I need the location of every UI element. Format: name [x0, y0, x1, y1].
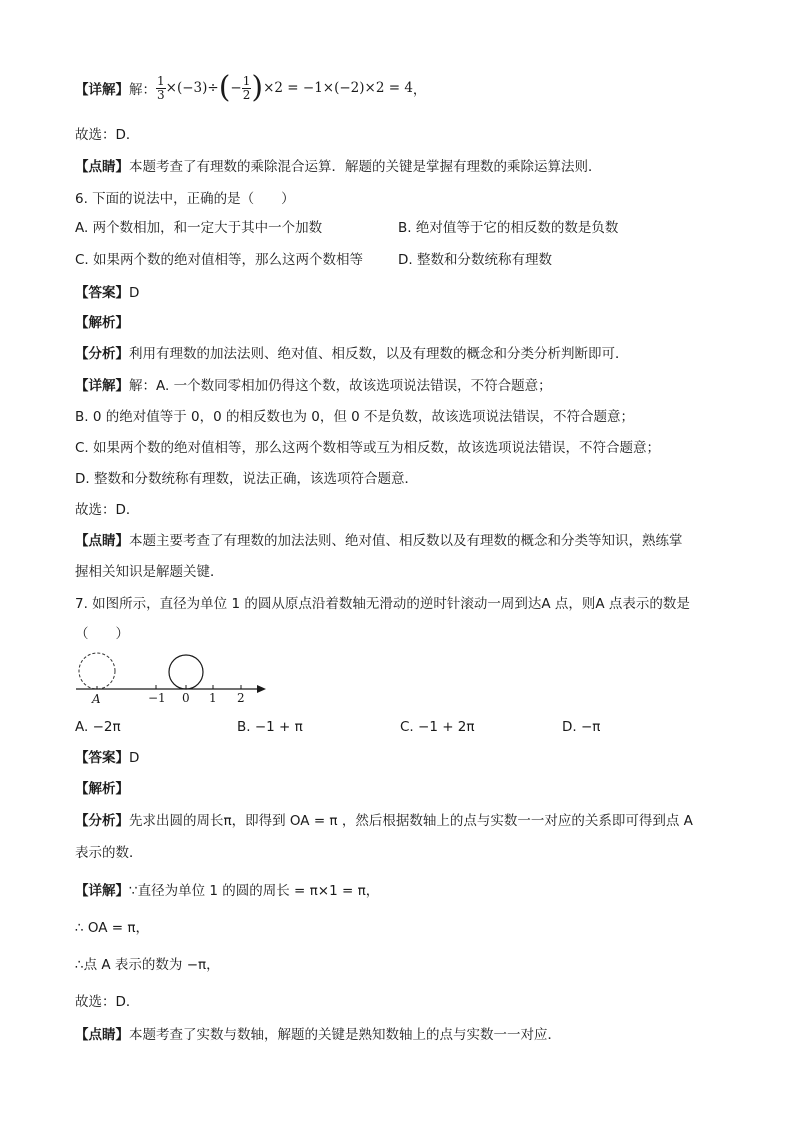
- q7-comment-text: 本题考查了实数与数轴，解题的关键是熟知数轴上的点与实数一一对应．: [129, 1027, 561, 1043]
- q6-choose: 故选：D．: [75, 502, 140, 518]
- q5-equation-mid: ×(−3)÷: [165, 80, 219, 96]
- q6-comment-1: [75, 531, 683, 551]
- q7-analyze-1: [75, 811, 693, 831]
- q7-choose: 故选：D．: [75, 994, 140, 1010]
- q7-comment: [75, 1025, 561, 1045]
- q6-detail-3: C. 如果两个数的绝对值相等，那么这两个数相等或互为相反数，故该选项说法错误，不符合题意；: [75, 440, 661, 456]
- q7-detail-2: ∴ OA = π，: [75, 920, 150, 936]
- q7-analyze-2: 表示的数．: [75, 845, 143, 861]
- q7-analyze-text-1: 先求出圆的周长π，即得到 OA = π ，然后根据数轴上的点与实数一一对应的关系即可得到点 A: [129, 813, 693, 829]
- q7-solid-circle: [169, 655, 203, 689]
- q6-detail-2: B. 0 的绝对值等于 0，0 的相反数也为 0，但 0 不是负数，故该选项说法错误，不符合题意；: [75, 409, 635, 425]
- q7-axis-arrow: [257, 685, 266, 693]
- q7-number-line-figure: [70, 650, 280, 710]
- q6-analysis-tag: 【解析】: [75, 315, 129, 331]
- q5-detail-lead: 解：: [129, 82, 156, 98]
- q5-equation-line: [75, 66, 426, 110]
- q6-stem: 6. 下面的说法中，正确的是（ ）: [75, 191, 295, 207]
- q5-fraction-one-half: $\frac{1}{2}$: [242, 73, 251, 102]
- q6-answer-tag: 【答案】: [75, 285, 129, 301]
- q7-option-c: C. −1 + 2π: [400, 719, 475, 735]
- q7-dashed-circle: [79, 653, 115, 689]
- q7-detail-tag: 【详解】: [75, 883, 129, 899]
- q5-detail-tag: 【详解】: [75, 82, 129, 98]
- q6-detail-tag: 【详解】: [75, 378, 129, 394]
- q5-choose: 故选：D．: [75, 127, 140, 143]
- q7-detail-3: ∴点 A 表示的数为 −π，: [75, 957, 220, 973]
- q7-stem-2: （ ）: [75, 626, 129, 642]
- q6-option-d: D. 整数和分数统称有理数: [398, 252, 552, 268]
- q7-option-d: D. −π: [562, 719, 601, 735]
- q7-stem-1: 7. 如图所示，直径为单位 1 的圆从原点沿着数轴无滑动的逆时针滚动一周到达A 点，则A 点表示的数是: [75, 596, 690, 612]
- q5-right-paren: ): [251, 70, 264, 105]
- q6-detail-text-1: 解：A. 一个数同零相加仍得这个数，故该选项说法错误，不符合题意；: [129, 378, 552, 394]
- q7-answer-tag: 【答案】: [75, 750, 129, 766]
- q6-option-c: C. 如果两个数的绝对值相等，那么这两个数相等: [75, 252, 364, 268]
- q6-analyze-text: 利用有理数的加法法则、绝对值、相反数，以及有理数的概念和分类分析判断即可．: [129, 346, 629, 362]
- q7-analyze-tag: 【分析】: [75, 813, 129, 829]
- q6-option-b: B. 绝对值等于它的相反数的数是负数: [398, 220, 619, 236]
- q7-answer-value: D: [129, 750, 140, 766]
- q6-comment-tag: 【点睛】: [75, 533, 129, 549]
- q5-comment-tag: 【点睛】: [75, 159, 129, 175]
- q6-answer: [75, 283, 139, 303]
- q7-comment-tag: 【点睛】: [75, 1027, 129, 1043]
- q5-fraction-sign: −: [230, 80, 242, 96]
- q5-fraction-one-third: $\frac{1}{3}$: [157, 73, 165, 102]
- q7-detail-1: [75, 881, 379, 901]
- q6-comment-text-1: 本题主要考查了有理数的加法法则、绝对值、相反数以及有理数的概念和分类等知识，熟练掌: [129, 533, 683, 549]
- q7-analysis-tag: 【解析】: [75, 781, 129, 797]
- q7-answer: [75, 748, 139, 768]
- q6-analyze: [75, 344, 629, 364]
- q7-tick-label-0: 0: [182, 691, 190, 705]
- q7-tick-label-2: 2: [237, 691, 245, 705]
- q6-comment-2: 握相关知识是解题关键．: [75, 564, 224, 580]
- q6-analyze-tag: 【分析】: [75, 346, 129, 362]
- q6-answer-value: D: [129, 285, 140, 301]
- q6-detail-1: [75, 376, 552, 396]
- q7-option-b: B. −1 + π: [237, 719, 303, 735]
- q5-comment: [75, 157, 602, 177]
- q7-detail-text-1: ∵直径为单位 1 的圆的周长 = π×1 = π，: [129, 883, 380, 899]
- q7-point-a-label: A: [92, 692, 101, 706]
- q5-comment-text: 本题考查了有理数的乘除混合运算．解题的关键是掌握有理数的乘除运算法则．: [129, 159, 602, 175]
- q7-tick-label-1: 1: [209, 691, 217, 705]
- q5-left-paren: (: [218, 70, 231, 105]
- q5-equation-end: ，: [412, 82, 427, 98]
- q7-option-a: A. −2π: [75, 719, 121, 735]
- q6-detail-4: D. 整数和分数统称有理数，说法正确，该选项符合题意．: [75, 471, 418, 487]
- q7-tick-label-minus-1: −1: [148, 691, 166, 705]
- q5-equation-tail: ×2 = −1×(−2)×2 = 4: [263, 80, 413, 96]
- q6-option-a: A. 两个数相加，和一定大于其中一个加数: [75, 220, 323, 236]
